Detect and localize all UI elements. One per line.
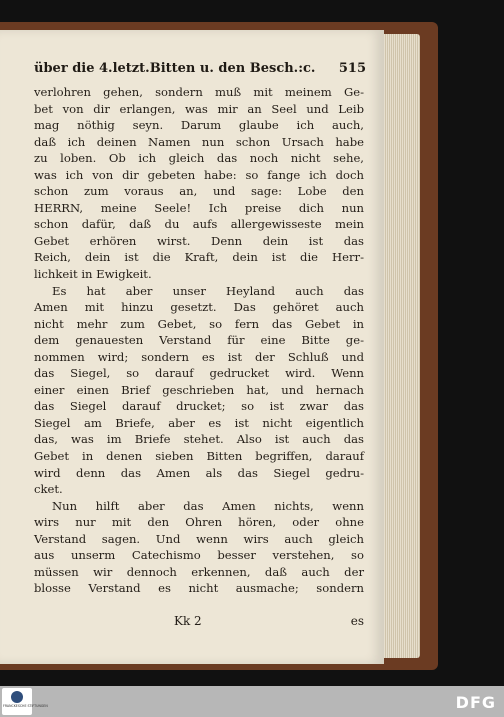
- text-line: Verstand sagen. Und wenn wirs auch gleich: [34, 531, 364, 546]
- text-line: zu loben. Ob ich gleich das noch nicht sehe,: [34, 151, 364, 166]
- text-line: Reich, dein ist die Kraft, dein ist die Herr-: [34, 250, 364, 265]
- text-line: was ich von dir gebeten habe: so fange ich doch: [34, 167, 364, 182]
- text-line: nommen wird; sondern es ist der Schluß und: [34, 349, 364, 364]
- text-line: schon zum voraus an, und sage: Lobe den: [34, 184, 364, 199]
- text-line: daß ich deinen Namen nun schon Ursach habe: [34, 134, 364, 149]
- text-line: wird denn das Amen als das Siegel gedru-: [34, 465, 364, 480]
- signature-mark: Kk 2: [174, 614, 202, 628]
- text-line: dem genauesten Verstand für eine Bitte ge-: [34, 333, 364, 348]
- text-line: Amen mit hinzu gesetzt. Das gehöret auch: [34, 300, 364, 315]
- text-line: blosse Verstand es nicht ausmache; sondern: [34, 581, 364, 596]
- text-line: schon dafür, daß du aufs allergewisseste mein: [34, 217, 364, 232]
- catchword: es: [350, 614, 364, 628]
- text-line: HERRN, meine Seele! Ich preise dich nun: [34, 200, 364, 215]
- dfg-logo[interactable]: DFG: [455, 693, 496, 712]
- text-line: bet von dir erlangen, was mir an Seel und Leib: [34, 101, 364, 116]
- text-line: das, was im Briefe stehet. Also ist auch das: [34, 432, 364, 447]
- running-head: [34, 61, 366, 76]
- book-page: [0, 30, 384, 664]
- text-line: lichkeit in Ewigkeit.: [34, 267, 152, 282]
- text-line: cket.: [34, 482, 63, 497]
- text-line: Siegel am Briefe, aber es ist nicht eigentlich: [34, 415, 364, 430]
- text-line: verlohren gehen, sondern muß mit meinem Ge-: [34, 85, 364, 99]
- running-head-title: über die 4.letzt.Bitten u. den Besch.:c.: [34, 61, 316, 76]
- text-line: aus unserm Catechismo besser verstehen, so: [34, 548, 364, 563]
- text-line: Es hat aber unser Heyland auch das: [52, 283, 364, 298]
- text-line: nicht mehr zum Gebet, so fern das Gebet in: [34, 316, 364, 331]
- text-line: müssen wir dennoch erkennen, daß auch der: [34, 564, 364, 579]
- text-line: wirs nur mit den Ohren hören, oder ohne: [34, 515, 364, 530]
- page-footer: [34, 614, 364, 632]
- logo-text: FRANCKESCHE STIFTUNGEN: [3, 704, 48, 708]
- text-line: Gebet erhören wirst. Denn dein ist das: [34, 233, 364, 248]
- page-body: [34, 84, 364, 597]
- text-line: einer einen Brief geschrieben hat, und hernach: [34, 382, 364, 397]
- emblem-icon: [11, 691, 23, 703]
- text-line: mag nöthig seyn. Darum glaube ich auch,: [34, 118, 364, 133]
- viewer-footer-bar: [0, 686, 504, 717]
- text-line: Gebet in denen sieben Bitten begriffen, darauf: [34, 449, 364, 464]
- text-line: das Siegel darauf drucket; so ist zwar das: [34, 399, 364, 414]
- text-line: das Siegel, so darauf gedrucket wird. Wenn: [34, 366, 364, 381]
- institution-logo[interactable]: [2, 688, 48, 715]
- page-number: 515: [338, 61, 366, 76]
- text-line: Nun hilft aber das Amen nichts, wenn: [52, 498, 364, 513]
